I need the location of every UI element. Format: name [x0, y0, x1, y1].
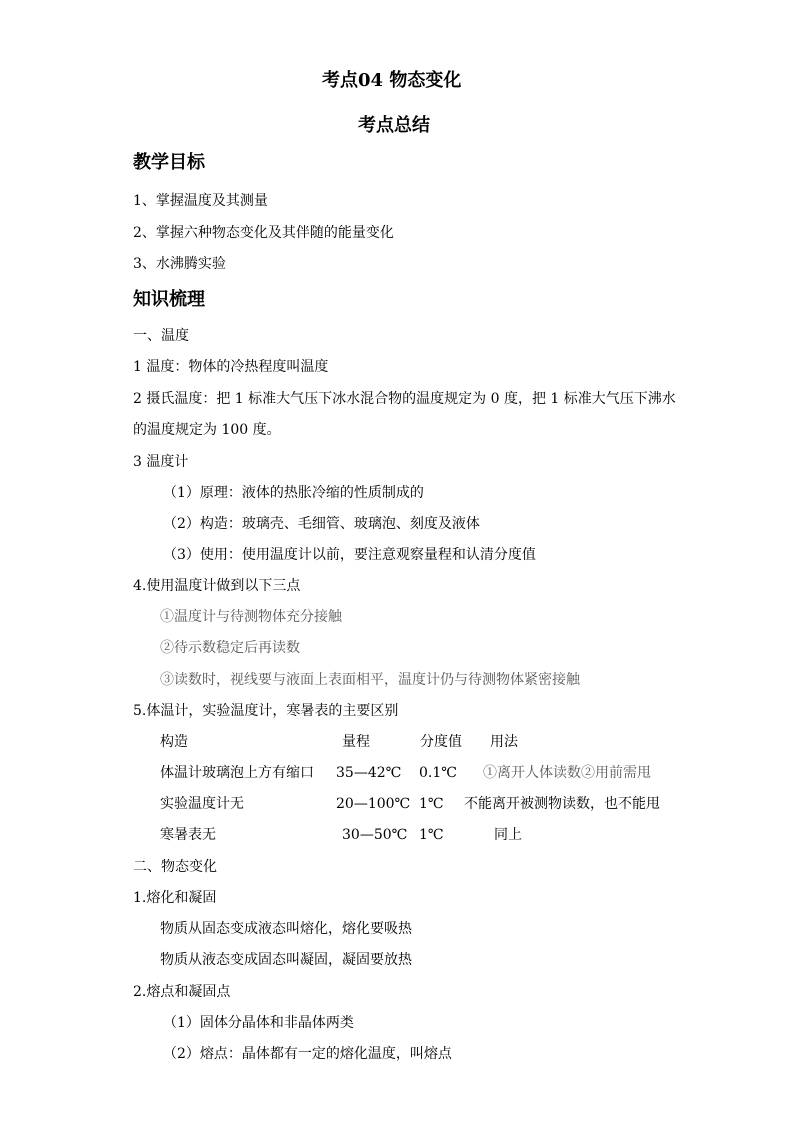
table-header-cell: 用法	[490, 734, 518, 750]
table-cell: 0.1℃	[419, 765, 457, 781]
part-heading: 一、温度	[133, 328, 189, 344]
table-header-cell: 构造	[160, 734, 188, 750]
table-header-cell: 分度值	[420, 734, 462, 750]
goal-item: 3、水沸腾实验	[133, 256, 226, 272]
list-item: ②待示数稳定后再读数	[160, 640, 300, 656]
table-cell: 35—42℃	[336, 765, 402, 781]
list-item: ①温度计与待测物体充分接触	[160, 609, 342, 625]
table-cell: 不能离开被测物读数，也不能甩	[464, 796, 660, 812]
list-item: ③读数时，视线要与液面上表面相平，温度计仍与待测物体紧密接触	[160, 672, 580, 688]
section-heading-knowledge: 知识梳理	[133, 289, 205, 310]
paragraph: 5.体温计，实验温度计，寒暑表的主要区别	[133, 703, 399, 719]
goal-item: 1、掌握温度及其测量	[133, 193, 268, 209]
paragraph: 1.熔化和凝固	[133, 890, 217, 906]
table-cell: 20—100℃	[336, 796, 411, 812]
table-cell: 寒暑表无	[160, 827, 216, 843]
paragraph: 物质从固态变成液态叫熔化，熔化要吸热	[160, 921, 412, 937]
goal-item: 2、掌握六种物态变化及其伴随的能量变化	[133, 225, 394, 241]
table-cell: 1℃	[419, 827, 444, 843]
table-cell: ①离开人体读数②用前需甩	[483, 765, 651, 781]
paragraph: 2 摄氏温度：把 1 标准大气压下冰水混合物的温度规定为 0 度，把 1 标准大气压下沸水	[133, 391, 676, 407]
list-item: （1）固体分晶体和非晶体两类	[163, 1015, 354, 1031]
list-item: （2）构造：玻璃壳、毛细管、玻璃泡、刻度及液体	[163, 516, 480, 532]
page-title: 考点04 物态变化	[322, 70, 462, 91]
paragraph: 2.熔点和凝固点	[133, 984, 231, 1000]
list-item: （3）使用：使用温度计以前，要注意观察量程和认清分度值	[163, 547, 536, 563]
part-heading: 二、物态变化	[133, 859, 217, 875]
table-header-cell: 量程	[342, 734, 370, 750]
paragraph: 物质从液态变成固态叫凝固，凝固要放热	[160, 952, 412, 968]
paragraph: 4.使用温度计做到以下三点	[133, 578, 301, 594]
page-subtitle: 考点总结	[358, 115, 430, 136]
paragraph: 的温度规定为 100 度。	[133, 422, 281, 438]
table-cell: 实验温度计无	[160, 796, 244, 812]
paragraph: 1 温度：物体的冷热程度叫温度	[133, 359, 329, 375]
list-item: （2）熔点：晶体都有一定的熔化温度，叫熔点	[163, 1046, 452, 1062]
table-cell: 1℃	[419, 796, 444, 812]
list-item: （1）原理：液体的热胀冷缩的性质制成的	[163, 485, 424, 501]
table-cell: 同上	[494, 827, 522, 843]
paragraph: 3 温度计	[133, 454, 189, 470]
table-cell: 30—50℃	[342, 827, 408, 843]
section-heading-goals: 教学目标	[133, 152, 205, 173]
table-cell: 体温计玻璃泡上方有缩口	[160, 765, 314, 781]
